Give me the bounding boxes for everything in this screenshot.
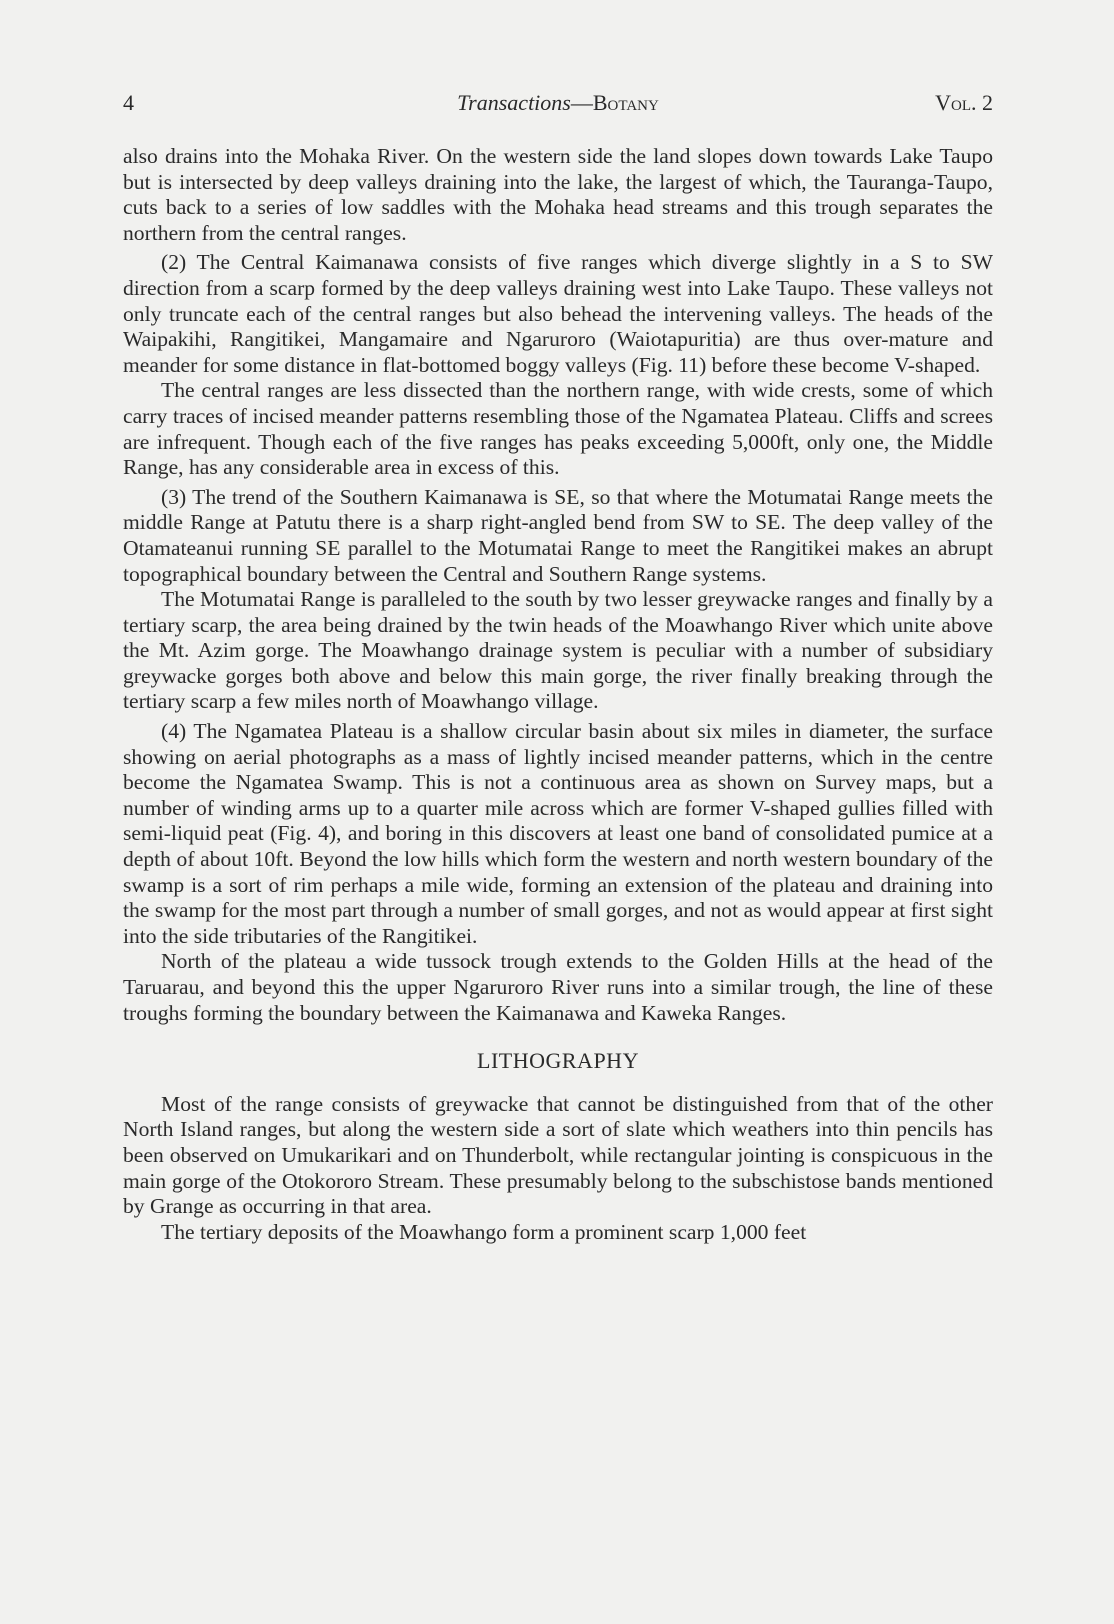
running-head [123,88,993,118]
paragraph: The tertiary deposits of the Moawhango form a prominent scarp 1,000 feet [161,1219,807,1244]
paragraph: North of the plateau a wide tussock trough extends to the Golden Hills at the head of the Taruarau, and beyond this the upper Ngaruroro River runs into a similar trough, the line of these troughs forming the boundary between the Kaimanawa and Kaweka Ranges. [123,949,993,1025]
volume-label: Vol. 2 [935,90,993,115]
paragraph: The Motumatai Range is paralleled to the south by two lesser greywacke ranges and finally by a tertiary scarp, the area being drained by the twin heads of the Moawhango River which unite above the Mt. Azim gorge. The Moawhango drainage system is peculiar with a number of subsidiary greywacke gorges both above and below this main gorge, the river finally breaking through the tertiary scarp a few miles north of Moawhango village. [123,587,993,714]
paragraph: (4) The Ngamatea Plateau is a shallow circular basin about six miles in diameter, the surface showing on aerial photographs as a mass of lightly incised meander patterns, which in the centre become the Ngamatea Swamp. This is not a continuous area as shown on Survey maps, but a number of winding arms up to a quarter mile across which are former V-shaped gullies filled with semi-liquid peat (Fig. 4), and boring in this discovers at least one band of consolidated pumice at a depth of about 10ft. Beyond the low hills which form the western and north western boundary of the swamp is a sort of rim perhaps a mile wide, forming an extension of the plateau and draining into the swamp for the most part through a number of small gorges, and not as would appear at first sight into the side tributaries of the Rangitikei. [123,719,993,948]
body-text [123,144,993,1245]
page-number: 4 [123,90,134,115]
paragraph: (3) The trend of the Southern Kaimanawa is SE, so that where the Motumatai Range meets the middle Range at Patutu there is a sharp right-angled bend from SW to SE. The deep valley of the Otamateanui running SE parallel to the Motumatai Range to meet the Rangitikei makes an abrupt topographical boundary between the Central and Southern Range systems. [123,484,993,586]
paragraph: The central ranges are less dissected than the northern range, with wide crests, some of which carry traces of incised meander patterns resembling those of the Ngamatea Plateau. Cliffs and screes are infrequent. Though each of the five ranges has peaks exceeding 5,000ft, only one, the Middle Range, has any considerable area in excess of this. [123,378,993,480]
paragraph: Most of the range consists of greywacke that cannot be distinguished from that of the other North Island ranges, but along the western side a sort of slate which weathers into thin pencils has been observed on Umukarikari and on Thunderbolt, while rectangular jointing is conspicuous in the main gorge of the Otokororo Stream. These presumably belong to the subschistose bands mentioned by Grange as occurring in that area. [123,1091,993,1219]
journal-title-italic: Transactions [457,90,571,115]
journal-title [123,88,993,118]
journal-title-dash: — [570,90,593,115]
journal-title-section: Botany [592,90,659,115]
paragraph: (2) The Central Kaimanawa consists of five ranges which diverge slightly in a S to SW direction from a scarp formed by the deep valleys draining west into Lake Taupo. These valleys not only truncate each of the central ranges but also behead the intervening valleys. The heads of the Waipakihi, Rangitikei, Mangamaire and Ngaruroro (Waiotapuritia) are thus over-mature and meander for some distance in flat-bottomed boggy valleys (Fig. 11) before these become V-shaped. [123,250,993,377]
paragraph: also drains into the Mohaka River. On the western side the land slopes down towards Lake Taupo but is intersected by deep valleys draining into the lake, the largest of which, the Tauranga-Taupo, cuts back to a series of low saddles with the Mohaka head streams and this trough separates the northern from the central ranges. [123,144,993,245]
section-heading: LITHOGRAPHY [477,1048,639,1074]
